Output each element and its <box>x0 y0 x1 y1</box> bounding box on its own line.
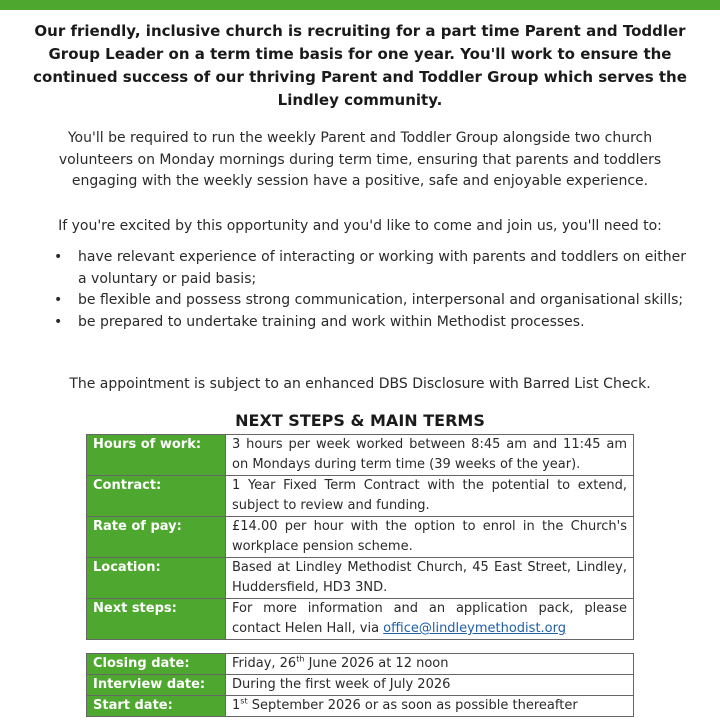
term-value <box>226 599 634 640</box>
top-accent-bar <box>0 0 720 10</box>
table-row <box>87 654 634 675</box>
requirement-item: • be flexible and possess strong communication, interpersonal and organisational skills; <box>50 290 686 312</box>
table-row <box>87 696 634 717</box>
table-row <box>87 435 634 476</box>
lead-in-text: If you're excited by this opportunity and you'd like to come and join us, you'll need to: <box>58 218 662 234</box>
term-value: 1 Year Fixed Term Contract with the potential to extend, subject to review and funding. <box>226 476 634 517</box>
term-label: Contract: <box>87 476 226 517</box>
date-text: June 2026 at 12 noon <box>304 656 449 671</box>
date-text: During the first week of July 2026 <box>232 677 451 692</box>
table-row <box>87 558 634 599</box>
term-value: Based at Lindley Methodist Church, 45 East Street, Lindley, Huddersfield, HD3 3ND. <box>226 558 634 599</box>
table-row <box>87 599 634 640</box>
section-title: NEXT STEPS & MAIN TERMS <box>235 411 485 430</box>
table-row <box>87 517 634 558</box>
date-suffix: st <box>240 696 248 706</box>
date-value <box>226 654 634 675</box>
date-text: 1 <box>232 698 241 713</box>
date-label: Interview date: <box>87 675 226 696</box>
term-label: Next steps: <box>87 599 226 640</box>
requirements-list <box>50 247 686 333</box>
key-dates-table <box>86 653 634 717</box>
headline: Our friendly, inclusive church is recruiting for a part time Parent and Toddler Group Leader on a term time basis for one year. You'll work to ensure the continued success of our thriving Parent and Toddler Group which serves the Lindley community. <box>33 22 687 109</box>
date-label: Closing date: <box>87 654 226 675</box>
date-label: Start date: <box>87 696 226 717</box>
requirement-item: • have relevant experience of interacting or working with parents and toddlers on either a voluntary or paid basis; <box>50 247 686 290</box>
next-steps-text: For more information and an application pack, please contact Helen Hall, via <box>232 601 627 636</box>
term-label: Location: <box>87 558 226 599</box>
main-terms-table <box>86 434 634 640</box>
date-suffix: th <box>296 654 305 664</box>
date-text: September 2026 or as soon as possible thereafter <box>247 698 578 713</box>
table-row <box>87 675 634 696</box>
term-label: Hours of work: <box>87 435 226 476</box>
date-text: Friday, 26 <box>232 656 297 671</box>
term-value: £14.00 per hour with the option to enrol in the Church's workplace pension scheme. <box>226 517 634 558</box>
email-link[interactable]: office@lindleymethodist.org <box>383 621 566 636</box>
term-value: 3 hours per week worked between 8:45 am and 11:45 am on Mondays during term time (39 weeks of the year). <box>226 435 634 476</box>
requirement-item: • be prepared to undertake training and work within Methodist processes. <box>50 312 686 334</box>
term-label: Rate of pay: <box>87 517 226 558</box>
date-value <box>226 696 634 717</box>
table-row <box>87 476 634 517</box>
intro-paragraph: You'll be required to run the weekly Parent and Toddler Group alongside two church volunteers on Monday mornings during term time, ensuring that parents and toddlers engaging with the weekly session have a positive, safe and enjoyable experience. <box>58 130 662 189</box>
date-value <box>226 675 634 696</box>
dbs-note: The appointment is subject to an enhanced DBS Disclosure with Barred List Check. <box>69 376 651 392</box>
